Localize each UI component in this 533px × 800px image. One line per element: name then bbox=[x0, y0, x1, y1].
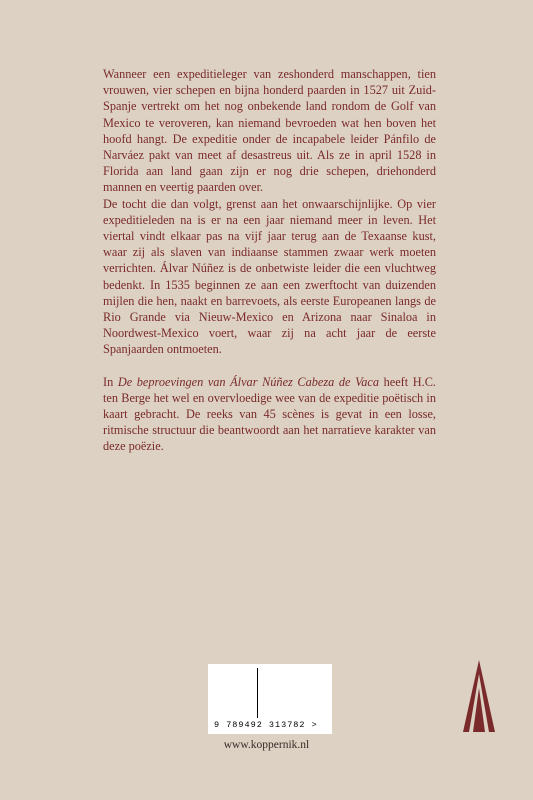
barcode-bars bbox=[214, 668, 326, 718]
publisher-url: www.koppernik.nl bbox=[223, 739, 310, 751]
publisher-logo-icon bbox=[463, 660, 495, 732]
paragraph-book bbox=[103, 374, 436, 455]
back-cover-text bbox=[103, 66, 436, 455]
barcode-digits: 9 789492 313782 > bbox=[214, 720, 318, 730]
paragraph-journey: De tocht die dan volgt, grenst aan het onwaarschijnlijke. Op vier expeditieleden na is er na een jaar niemand meer in leven. Het viertal vindt elkaar pas na vijf jaar terug aan de Texaanse kust, waar zij als slaven van indiaanse stammen zwaar werk moeten verrichten. Álvar Núñez is de onbetwiste leider die een vluchtweg bedenkt. In 1535 beginnen ze aan een zwerftocht van duizenden mijlen die hen, naakt en barrevoets, als eerste Europeanen langs de Rio Grande via Nieuw-Mexico en Arizona naar Sinaloa in Noordwest-Mexico voert, waar zij na acht jaar de eerste Spanjaarden ontmoeten. bbox=[103, 196, 436, 357]
paragraph-expedition: Wanneer een expeditieleger van zeshonderd manschappen, tien vrouwen, vier schepen en bijna honderd paarden in 1527 uit Zuid-Spanje vertrekt om het nog onbekende land rondom de Golf van Mexico te veroveren, kan niemand bevroeden wat hen boven het hoofd hangt. De expeditie onder de incapabele leider Pánfilo de Narváez pakt van meet af desastreus uit. Als ze in april 1528 in Florida aan land gaan zijn er nog drie schepen, driehonderd mannen en veertig paarden over. bbox=[103, 67, 436, 195]
book-title: De beproevingen van Álvar Núñez Cabeza de Vaca bbox=[117, 374, 379, 389]
paragraph-book-prefix: In bbox=[103, 374, 114, 389]
isbn-barcode bbox=[208, 664, 332, 734]
paragraph-book-rest: heeft H.C. ten Berge het wel en overvloedige wee van de expeditie poëtisch in kaart gebracht. De reeks van 45 scènes is gevat in een losse, ritmische structuur die beantwoordt aan het narratieve karakter van deze poëzie. bbox=[103, 374, 436, 454]
